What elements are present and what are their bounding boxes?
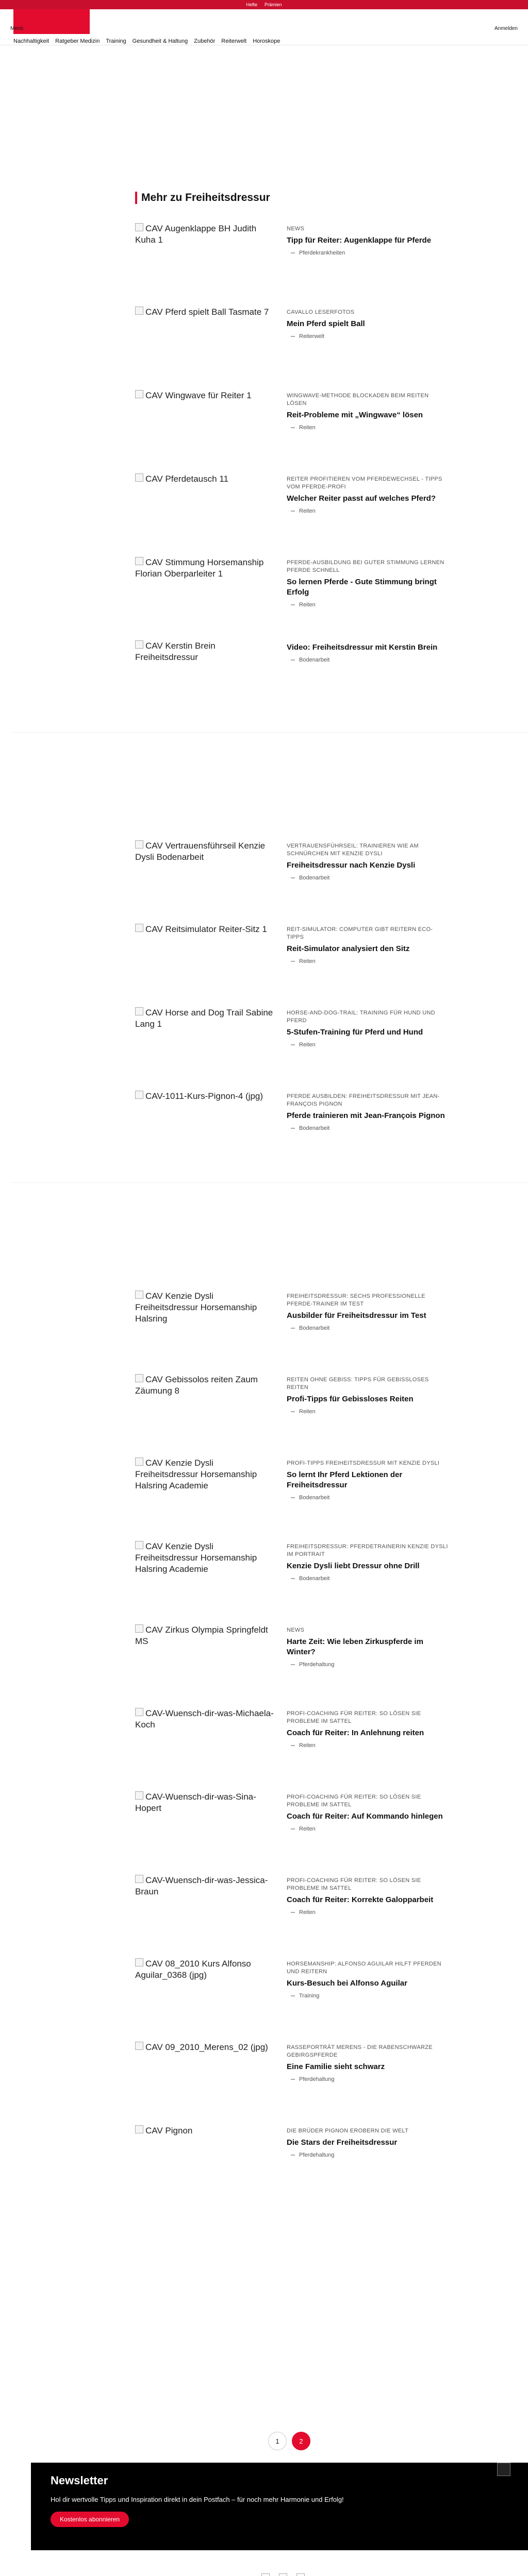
article-image[interactable] — [135, 2041, 276, 2124]
broken-image-icon — [135, 640, 143, 649]
article-image[interactable] — [135, 1707, 276, 1790]
article-teaser[interactable] — [135, 306, 450, 389]
article-image[interactable] — [135, 306, 276, 389]
image-alt-text: CAV Wingwave für Reiter 1 — [145, 391, 252, 400]
article-image[interactable] — [135, 472, 276, 556]
broken-image-icon — [135, 1708, 143, 1716]
article-info — [287, 1540, 450, 1623]
broken-image-icon — [135, 1374, 143, 1382]
article-teaser[interactable] — [135, 1090, 450, 1173]
nav-item[interactable]: Gesundheit & Haltung — [132, 38, 188, 44]
article-headline[interactable]: Reit-Simulator analysiert den Sitz — [287, 944, 410, 953]
article-image[interactable] — [135, 923, 276, 1006]
article-headline[interactable]: Die Stars der Freiheitsdressur — [287, 2138, 398, 2147]
site-logo[interactable] — [13, 9, 90, 34]
image-alt-text: CAV Horse and Dog Trail Sabine Lang 1 — [135, 1008, 273, 1029]
article-info — [287, 1456, 450, 1540]
broken-image-icon — [135, 390, 143, 398]
broken-image-icon — [135, 1791, 143, 1800]
newsletter-text: Hol dir wertvolle Tipps und Inspiration direkt in dein Postfach – für noch mehr Harmonie und Erfolg! — [51, 2496, 344, 2503]
image-alt-text: CAV-Wuensch-dir-was-Jessica-Braun — [135, 1875, 268, 1896]
article-teaser[interactable] — [135, 222, 450, 306]
article-kicker: RASSEPORTRÄT MERENS - DIE RABENSCHWARZE GEBIRGSPFERDE — [287, 2044, 433, 2058]
article-kicker: PROFI-COACHING FÜR REITER: SO LÖSEN SIE PROBLEME IM SATTEL — [287, 1794, 421, 1808]
article-category[interactable]: Reiten — [287, 602, 450, 608]
article-info — [287, 1707, 450, 1790]
broken-image-icon — [135, 557, 143, 565]
article-teaser[interactable] — [135, 839, 450, 923]
article-headline[interactable]: 5-Stufen-Training für Pferd und Hund — [287, 1028, 423, 1037]
article-headline[interactable]: So lernen Pferde - Gute Stimmung bringt Erfolg — [287, 578, 437, 597]
broken-image-icon — [135, 1541, 143, 1549]
newsletter-box — [31, 2463, 528, 2550]
article-info — [287, 1290, 450, 1373]
article-teaser[interactable] — [135, 389, 450, 472]
article-info — [287, 389, 450, 472]
image-alt-text: CAV Gebissolos reiten Zaum Zäumung 8 — [135, 1375, 258, 1396]
article-category[interactable]: Reiten — [287, 1742, 450, 1749]
broken-image-icon — [135, 924, 143, 932]
article-image[interactable] — [135, 389, 276, 472]
article-category[interactable]: Bodenarbeit — [287, 1125, 450, 1131]
article-kicker: VERTRAUENSFÜHRSEIL: TRAINIEREN WIE AM SCHNÜRCHEN MIT KENZIE DYSLI — [287, 843, 419, 857]
article-category[interactable]: Training — [287, 1993, 450, 1999]
article-info — [287, 1957, 450, 2041]
image-alt-text: CAV Kenzie Dysli Freiheitsdressur Horsemanship Halsring Academie — [135, 1458, 257, 1490]
article-image[interactable] — [135, 1290, 276, 1373]
article-headline[interactable]: Ausbilder für Freiheitsdressur im Test — [287, 1311, 426, 1320]
broken-image-icon — [135, 1958, 143, 1967]
article-info — [287, 1373, 450, 1456]
article-teaser[interactable] — [135, 1006, 450, 1090]
pinterest-icon[interactable] — [294, 2573, 307, 2576]
article-headline[interactable]: Coach für Reiter: Korrekte Galopparbeit — [287, 1895, 434, 1904]
article-info — [287, 2124, 450, 2208]
article-image[interactable] — [135, 1090, 276, 1173]
article-teaser[interactable] — [135, 2041, 450, 2124]
article-info — [287, 923, 450, 1006]
page-link-1[interactable]: 1 — [268, 2432, 287, 2450]
ad-spacer — [11, 1182, 528, 1280]
article-image[interactable] — [135, 1874, 276, 1957]
article-info — [287, 222, 450, 306]
article-kicker: NEWS — [287, 1627, 305, 1633]
article-category[interactable]: Bodenarbeit — [287, 1575, 450, 1582]
article-kicker: PROFI-COACHING FÜR REITER: SO LÖSEN SIE PROBLEME IM SATTEL — [287, 1877, 421, 1891]
section-title: Mehr zu Freiheitsdressur — [135, 192, 450, 204]
main-nav — [13, 38, 280, 44]
ad-spacer — [11, 732, 528, 830]
article-category[interactable]: Reiten — [287, 1826, 450, 1832]
article-category[interactable]: Bodenarbeit — [287, 875, 450, 881]
article-headline[interactable]: Freiheitsdressur nach Kenzie Dysli — [287, 861, 416, 870]
article-kicker: PFERDE-AUSBILDUNG BEI GUTER STIMMUNG LERNEN PFERDE SCHNELL — [287, 560, 444, 573]
nav-item[interactable]: Zubehör — [194, 38, 216, 44]
image-alt-text: CAV-Wuensch-dir-was-Sina-Hopert — [135, 1792, 256, 1813]
broken-image-icon — [135, 223, 143, 231]
article-category[interactable]: Reiten — [287, 508, 450, 514]
article-kicker: REITEN OHNE GEBISS: TIPPS FÜR GEBISSLOSES REITEN — [287, 1377, 429, 1391]
login-link[interactable]: Anmelden — [494, 26, 518, 31]
article-teaser[interactable] — [135, 1623, 450, 1707]
article-image[interactable] — [135, 1006, 276, 1090]
article-groups — [135, 222, 450, 2208]
article-headline[interactable]: Pferde trainieren mit Jean-François Pignon — [287, 1111, 445, 1120]
article-info — [287, 1006, 450, 1090]
article-headline[interactable]: Reit-Probleme mit „Wingwave“ lösen — [287, 411, 423, 419]
site-header — [0, 9, 528, 45]
article-kicker: PFERDE AUSBILDEN: FREIHEITSDRESSUR MIT JEAN-FRANÇOIS PIGNON — [287, 1093, 440, 1107]
article-info — [287, 306, 450, 389]
image-alt-text: CAV Kenzie Dysli Freiheitsdressur Horsemanship Halsring — [135, 1291, 257, 1324]
nav-item[interactable]: Training — [106, 38, 126, 44]
article-image[interactable] — [135, 1456, 276, 1540]
article-teaser[interactable] — [135, 1540, 450, 1623]
newsletter-image — [497, 2463, 510, 2476]
article-headline[interactable]: So lernt Ihr Pferd Lektionen der Freiheitsdressur — [287, 1470, 403, 1489]
image-alt-text: CAV Pignon — [145, 2126, 193, 2136]
pagination — [268, 2432, 310, 2450]
article-category[interactable]: Reiterwelt — [287, 333, 450, 340]
menu-button[interactable]: Menü — [10, 26, 24, 31]
article-kicker: PROFI-COACHING FÜR REITER: SO LÖSEN SIE PROBLEME IM SATTEL — [287, 1710, 421, 1724]
article-kicker: WINGWAVE-METHODE BLOCKADEN BEIM REITEN LÖSEN — [287, 393, 429, 406]
article-category[interactable]: Bodenarbeit — [287, 1495, 450, 1501]
broken-image-icon — [135, 1458, 143, 1466]
article-info — [287, 639, 450, 723]
broken-image-icon — [135, 2125, 143, 2133]
article-info — [287, 2041, 450, 2124]
article-teaser[interactable] — [135, 2124, 450, 2208]
article-kicker: DIE BRÜDER PIGNON EROBERN DIE WELT — [287, 2128, 409, 2134]
article-image[interactable] — [135, 1540, 276, 1623]
image-alt-text: CAV-1011-Kurs-Pignon-4 (jpg) — [145, 1091, 263, 1101]
article-info — [287, 1874, 450, 1957]
article-info — [287, 1090, 450, 1173]
article-headline[interactable]: Kurs-Besuch bei Alfonso Aguilar — [287, 1979, 407, 1988]
article-group — [135, 1290, 450, 2208]
article-kicker: FREIHEITSDRESSUR: PFERDETRAINERIN KENZIE DYSLI IM PORTRAIT — [287, 1544, 448, 1557]
article-teaser[interactable] — [135, 923, 450, 1006]
article-category[interactable]: Reiten — [287, 1042, 450, 1048]
image-alt-text: CAV Reitsimulator Reiter-Sitz 1 — [145, 924, 267, 934]
image-alt-text: CAV Vertrauensführseil Kenzie Dysli Bodenarbeit — [135, 841, 266, 862]
article-headline[interactable]: Coach für Reiter: Auf Kommando hinlegen — [287, 1812, 443, 1821]
article-category[interactable]: Reiten — [287, 1909, 450, 1916]
article-kicker: CAVALLO LESERFOTOS — [287, 309, 355, 315]
article-teaser[interactable] — [135, 1790, 450, 1874]
article-image[interactable] — [135, 222, 276, 306]
instagram-icon[interactable] — [276, 2573, 290, 2576]
article-category[interactable]: Pferdehaltung — [287, 2152, 450, 2158]
broken-image-icon — [135, 1007, 143, 1015]
image-alt-text: CAV Pferd spielt Ball Tasmate 7 — [145, 307, 269, 317]
broken-image-icon — [135, 1624, 143, 1633]
image-alt-text: CAV Zirkus Olympia Springfeldt MS — [135, 1625, 268, 1646]
article-teaser[interactable] — [135, 472, 450, 556]
broken-image-icon — [135, 473, 143, 482]
nav-item[interactable]: Nachhaltigkeit — [13, 38, 50, 44]
article-image[interactable] — [135, 2124, 276, 2208]
article-kicker: REITER PROFITIEREN VOM PFERDEWECHSEL - TIPPS VOM PFERDE-PROFI — [287, 476, 442, 490]
article-headline[interactable]: Eine Familie sieht schwarz — [287, 2062, 385, 2071]
article-category[interactable]: Pferdehaltung — [287, 1662, 450, 1668]
article-info — [287, 472, 450, 556]
image-alt-text: CAV 08_2010 Kurs Alfonso Aguilar_0368 (jpg) — [135, 1959, 251, 1980]
article-image[interactable] — [135, 1373, 276, 1456]
article-headline[interactable]: Tipp für Reiter: Augenklappe für Pferde — [287, 236, 432, 245]
article-image[interactable] — [135, 556, 276, 639]
article-kicker: HORSEMANSHIP: ALFONSO AGUILAR HILFT PFERDEN UND REITERN — [287, 1961, 441, 1975]
top-bar — [0, 0, 528, 9]
social-links — [259, 2573, 307, 2576]
article-group — [135, 839, 450, 1173]
image-alt-text: CAV-Wuensch-dir-was-Michaela-Koch — [135, 1708, 274, 1730]
article-teaser[interactable] — [135, 639, 450, 723]
image-alt-text: CAV Pferdetausch 11 — [145, 474, 228, 484]
article-teaser[interactable] — [135, 1707, 450, 1790]
article-teaser[interactable] — [135, 1874, 450, 1957]
article-category[interactable]: Reiten — [287, 425, 450, 431]
article-teaser[interactable] — [135, 1290, 450, 1373]
image-alt-text: CAV Kerstin Brein Freiheitsdressur — [135, 641, 216, 662]
broken-image-icon — [135, 840, 143, 849]
article-teaser[interactable] — [135, 1456, 450, 1540]
article-info — [287, 556, 450, 639]
article-info — [287, 1790, 450, 1874]
nav-item[interactable]: Reiterwelt — [221, 38, 247, 44]
article-teaser[interactable] — [135, 1373, 450, 1456]
article-image[interactable] — [135, 1957, 276, 2041]
article-category[interactable]: Pferdekrankheiten — [287, 250, 450, 256]
article-image[interactable] — [135, 1790, 276, 1874]
article-teaser[interactable] — [135, 556, 450, 639]
article-headline[interactable]: Profi-Tipps für Gebissloses Reiten — [287, 1395, 414, 1403]
article-kicker: REIT-SIMULATOR: COMPUTER GIBT REITERN ECO-TIPPS — [287, 926, 433, 940]
article-headline[interactable]: Mein Pferd spielt Ball — [287, 319, 365, 328]
image-alt-text: CAV Kenzie Dysli Freiheitsdressur Horsemanship Halsring Academie — [135, 1541, 257, 1574]
article-category[interactable]: Bodenarbeit — [287, 1325, 450, 1331]
broken-image-icon — [135, 1091, 143, 1099]
topbar-link-praemien[interactable]: Prämien — [265, 2, 282, 7]
image-alt-text: CAV Augenklappe BH Judith Kuha 1 — [135, 224, 257, 245]
article-category[interactable]: Reiten — [287, 1409, 450, 1415]
article-headline[interactable]: Video: Freiheitsdressur mit Kerstin Brein — [287, 643, 438, 652]
image-alt-text: CAV 09_2010_Merens_02 (jpg) — [145, 2042, 268, 2052]
article-image[interactable] — [135, 639, 276, 723]
article-kicker: FREIHEITSDRESSUR: SECHS PROFESSIONELLE PFERDE-TRAINER IM TEST — [287, 1293, 425, 1307]
article-category[interactable]: Pferdehaltung — [287, 2076, 450, 2082]
nav-item[interactable]: Horoskope — [253, 38, 280, 44]
article-list-section — [135, 192, 450, 2208]
article-group — [135, 222, 450, 723]
article-info — [287, 839, 450, 923]
nav-item[interactable]: Ratgeber Medizin — [55, 38, 100, 44]
article-kicker: HORSE-AND-DOG-TRAIL: TRAINING FÜR HUND UND PFERD — [287, 1010, 436, 1024]
article-image[interactable] — [135, 1623, 276, 1707]
broken-image-icon — [135, 2042, 143, 2050]
article-kicker: NEWS — [287, 226, 305, 232]
article-info — [287, 1623, 450, 1707]
article-teaser[interactable] — [135, 1957, 450, 2041]
newsletter-title: Newsletter — [51, 2474, 108, 2487]
article-category[interactable]: Reiten — [287, 958, 450, 964]
broken-image-icon — [135, 307, 143, 315]
article-headline[interactable]: Coach für Reiter: In Anlehnung reiten — [287, 1728, 424, 1737]
article-headline[interactable]: Kenzie Dysli liebt Dressur ohne Drill — [287, 1562, 420, 1570]
article-category[interactable]: Bodenarbeit — [287, 657, 450, 663]
facebook-icon[interactable] — [259, 2573, 272, 2576]
newsletter-subscribe-button[interactable]: Kostenlos abonnieren — [51, 2512, 129, 2527]
broken-image-icon — [135, 1291, 143, 1299]
article-headline[interactable]: Welcher Reiter passt auf welches Pferd? — [287, 494, 436, 503]
article-image[interactable] — [135, 839, 276, 923]
broken-image-icon — [135, 1875, 143, 1883]
page-link-2[interactable]: 2 — [292, 2432, 310, 2450]
topbar-link-hefte[interactable]: Hefte — [246, 2, 257, 7]
article-headline[interactable]: Harte Zeit: Wie leben Zirkuspferde im Winter? — [287, 1637, 423, 1656]
article-kicker: PROFI-TIPPS FREIHEITSDRESSUR MIT KENZIE DYSLI — [287, 1460, 440, 1466]
image-alt-text: CAV Stimmung Horsemanship Florian Oberparleiter 1 — [135, 557, 264, 579]
